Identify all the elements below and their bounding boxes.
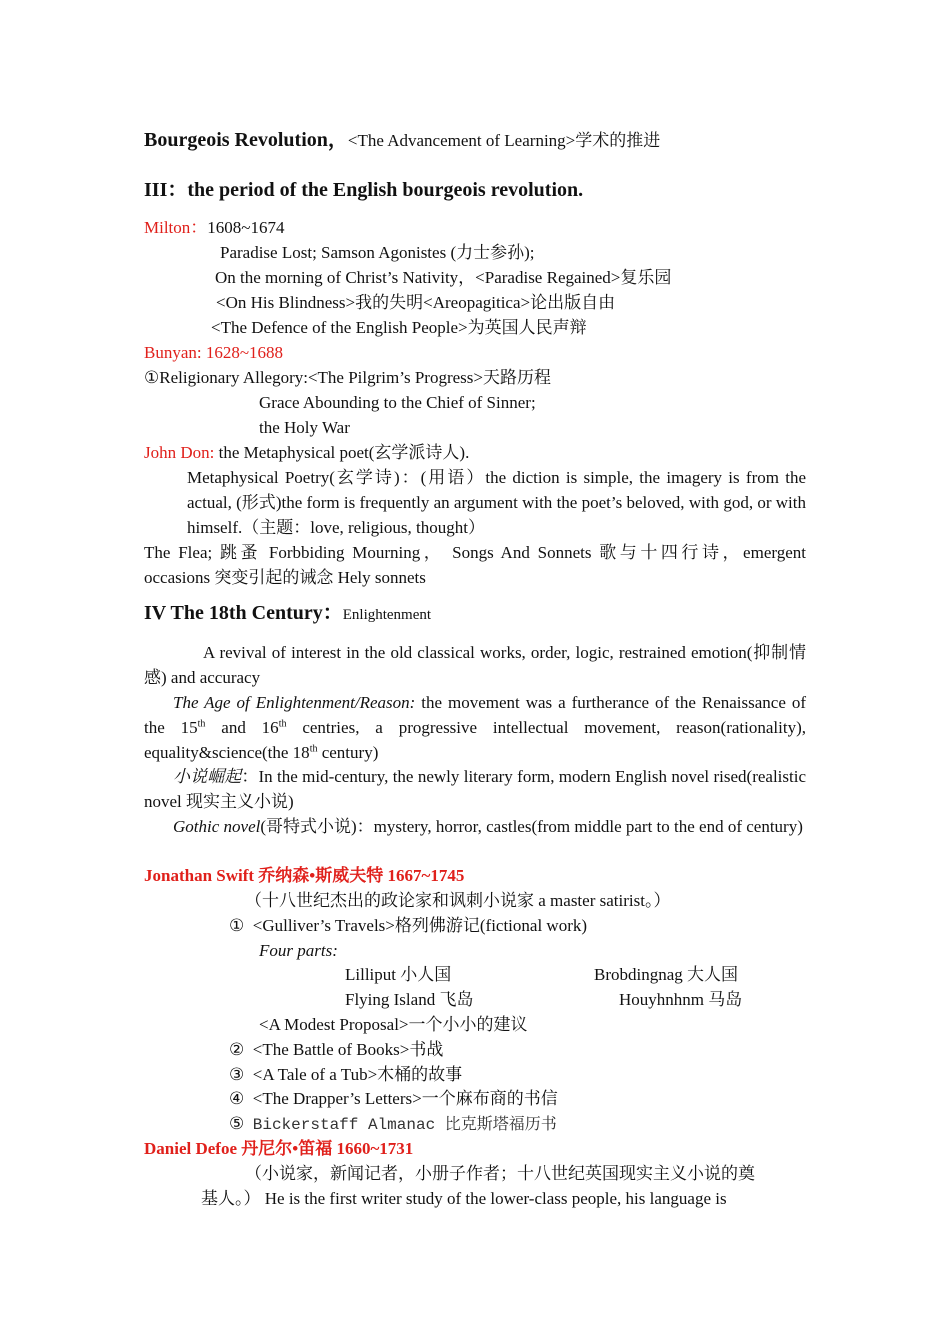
century-p1: A revival of interest in the old classical works, order, logic, restrained emotion(抑制情感) and accuracy — [144, 643, 806, 687]
heading-rest: <The Advancement of Learning>学术的推进 — [347, 131, 661, 150]
p2-a: the movement was a furtherance of the Renaissance of the 15 — [144, 693, 807, 737]
bunyan-work-1: ①Religionary Allegory:<The Pilgrim’s Progress>天路历程 — [144, 368, 551, 387]
p2-b: and 16 — [221, 718, 279, 737]
sup-th-1: th — [197, 718, 206, 730]
num-3: ③ — [229, 1065, 245, 1084]
part-flying-island: Flying Island 飞岛 — [345, 990, 474, 1009]
four-parts-label: Four parts: — [259, 941, 338, 960]
milton-work-4: <The Defence of the English People>为英国人民声辩 — [211, 318, 587, 337]
donne-entry — [144, 440, 469, 465]
swift-work-1 — [229, 913, 587, 938]
defoe-desc-1: （小说家，新闻记者，小册子作者；十八世纪英国现实主义小说的奠 — [245, 1164, 755, 1183]
milton-work-2: On the morning of Christ’s Nativity，<Paradise Regained>复乐园 — [215, 268, 672, 287]
w5-text: Bickerstaff Almanac 比克斯塔福历书 — [252, 1116, 557, 1134]
p2-d: century) — [321, 743, 379, 762]
p3-label: 小说崛起 — [173, 767, 242, 786]
donne-works: The Flea; 跳蚤 Forbbiding Mourning， Songs And Sonnets 歌与十四行诗，emergent occasions 突变引起的诫念 Hely sonnets — [144, 543, 806, 587]
heading-main: Bourgeois Revolution， — [144, 129, 348, 151]
swift-work-2 — [229, 1037, 443, 1062]
swift-work-4 — [229, 1086, 558, 1111]
donne-paragraph: Metaphysical Poetry(玄学诗)：(用语）the diction is simple, the imagery is from the actual, (形式)the form is frequently an argument with the poet’s beloved, with god, or with himself.（主题：love, religious, thought） — [187, 468, 806, 537]
bunyan-name: Bunyan: 1628~1688 — [144, 343, 284, 362]
w1-text: <Gulliver’s Travels>格列佛游记(fictional work) — [252, 916, 588, 935]
p3-text: ：In the mid-century, the newly literary form, modern English novel rised(realistic novel 现实主义小说) — [144, 767, 807, 811]
century-p3 — [144, 764, 806, 814]
defoe-name: Daniel Defoe 丹尼尔•笛福 1660~1731 — [144, 1139, 414, 1158]
part-lilliput: Lilliput 小人国 — [345, 965, 452, 984]
donne-desc: the Metaphysical poet(玄学派诗人). — [218, 443, 470, 462]
century-p2 — [144, 690, 806, 765]
num-1: ① — [229, 916, 245, 935]
w3-text: <A Tale of a Tub>木桶的故事 — [252, 1065, 463, 1084]
swift-work-3 — [229, 1062, 462, 1087]
swift-work-5 — [229, 1111, 557, 1138]
modest-proposal: <A Modest Proposal>一个小小的建议 — [259, 1015, 528, 1034]
milton-name: Milton： — [144, 218, 208, 237]
p2-label: The Age of Enlightenment/Reason: — [173, 693, 416, 712]
p4-text: (哥特式小说)：mystery, horror, castles(from middle part to the end of century) — [260, 817, 803, 836]
heading-bourgeois-revolution — [144, 128, 660, 153]
century-sub: Enlightenment — [342, 607, 432, 623]
donne-name: John Don: — [144, 443, 215, 462]
w2-text: <The Battle of Books>书战 — [252, 1040, 444, 1059]
milton-entry — [144, 215, 285, 240]
bunyan-work-2: Grace Abounding to the Chief of Sinner; — [259, 393, 536, 412]
century-heading: IV The 18th Century： — [144, 602, 343, 624]
century-p4 — [144, 814, 806, 839]
swift-desc: （十八世纪杰出的政论家和讽刺小说家 a master satirist。） — [245, 891, 671, 910]
swift-name: Jonathan Swift 乔纳森•斯威夫特 1667~1745 — [144, 866, 465, 885]
milton-work-3: <On His Blindness>我的失明<Areopagitica>论出版自由 — [216, 293, 616, 312]
part-houyhnhnm: Houyhnhnm 马岛 — [619, 990, 743, 1009]
milton-work-1: Paradise Lost; Samson Agonistes (力士参孙); — [220, 243, 535, 262]
section-heading-iii: III：the period of the English bourgeois revolution. — [144, 179, 584, 201]
milton-years: 1608~1674 — [207, 218, 285, 237]
w4-text: <The Drapper’s Letters>一个麻布商的书信 — [252, 1089, 558, 1108]
num-5: ⑤ — [229, 1114, 245, 1133]
sup-th-3: th — [309, 743, 318, 755]
part-brobdingnag: Brobdingnag 大人国 — [594, 965, 739, 984]
section-heading-iv — [144, 601, 431, 628]
sup-th-2: th — [278, 718, 287, 730]
defoe-desc-2: 基人。） He is the first writer study of the lower-class people, his language is — [201, 1189, 727, 1208]
num-2: ② — [229, 1040, 245, 1059]
p2-c: centries, a progressive intellectual movement, reason(rationality), equality&science(the 18 — [144, 718, 806, 762]
p4-label: Gothic novel — [173, 817, 261, 836]
bunyan-work-3: the Holy War — [259, 418, 350, 437]
num-4: ④ — [229, 1089, 245, 1108]
